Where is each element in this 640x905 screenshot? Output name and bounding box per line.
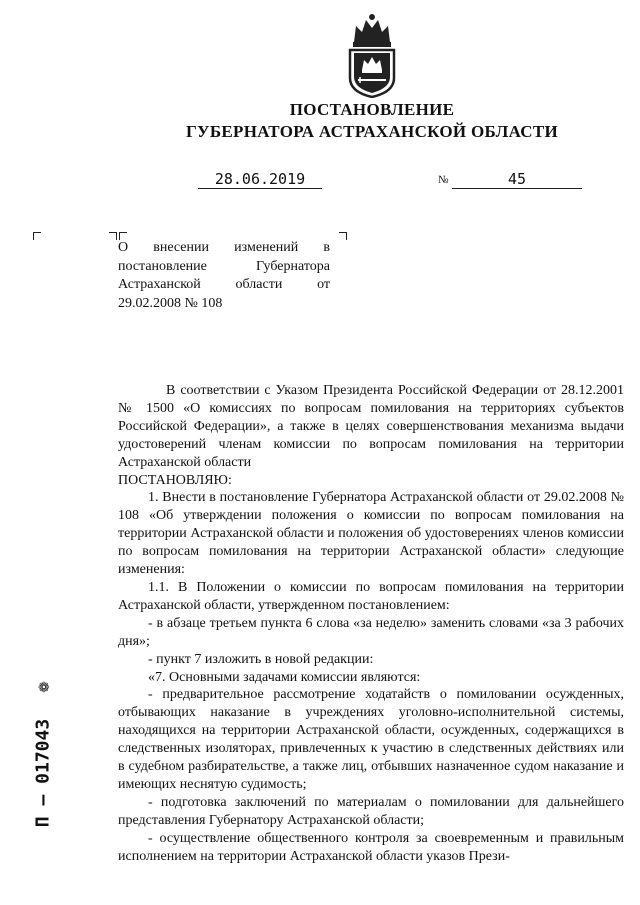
- issuer-title: ГУБЕРНАТОРА АСТРАХАНСКОЙ ОБЛАСТИ: [185, 122, 559, 141]
- preamble-paragraph: В соответствии с Указом Президента Российской Федерации от 28.12.2001 № 1500 «О комиссиях по вопросам помилования на территориях субъектов Российской Федерации», а также в целях совершенствования механизма выдачи удостоверений членам комиссии по вопросам помилования на территории Астраханской области: [118, 383, 624, 470]
- number-label: №: [438, 174, 449, 186]
- corner-mark: [109, 232, 117, 240]
- document-date: 28.06.2019: [198, 170, 322, 189]
- serial-number: П – 017043: [32, 718, 54, 827]
- serial-number-stamp: [28, 690, 58, 855]
- body-paragraph: 1. Внести в постановление Губернатора Астраханской области от 29.02.2008 № 108 «Об утверждении положения о комиссии по вопросам помилования на территории Астраханской области и положения об удостоверениях членов комиссии по вопросам помилования на территории Астраханской области» следующие изменения:: [118, 490, 624, 578]
- corner-mark: [339, 232, 347, 240]
- stamp-mark-icon: ❁: [38, 681, 50, 696]
- document-number: 45: [452, 170, 582, 189]
- body-paragraph: 1.1. В Положении о комиссии по вопросам помилования на территории Астраханской области, утвержденном постановлением:: [118, 579, 624, 613]
- body-paragraph: - осуществление общественного контроля за своевременным и правильным исполнением на территории Астраханской области указов Прези-: [118, 830, 624, 864]
- coat-of-arms-emblem: [344, 12, 400, 98]
- document-subject: О внесении изменений в постановление Губернатора Астраханской области от 29.02.2008 № 108: [118, 240, 330, 311]
- body-paragraph: - пункт 7 изложить в новой редакции:: [148, 651, 374, 667]
- body-paragraph: - предварительное рассмотрение ходатайств о помиловании осужденных, отбывающих наказание в учреждениях уголовно-исполнительной системы, находящихся на территории Астраханской области, осужденных, содержащихся в следственных изоляторах, привлеченных к участию в следственных действиях или в судебном разбирательстве, а также лиц, отбывших назначенное судом наказание и имеющих неснятую судимость;: [118, 687, 624, 792]
- decree-word: ПОСТАНОВЛЯЮ:: [118, 472, 232, 488]
- body-paragraph: - подготовка заключений по материалам о помиловании для дальнейшего представления Губернатору Астраханской области;: [118, 794, 624, 828]
- document-type-title: ПОСТАНОВЛЕНИЕ: [289, 100, 455, 119]
- corner-mark: [33, 232, 41, 240]
- document-body: [118, 382, 624, 865]
- body-paragraph: - в абзаце третьем пункта 6 слова «за неделю» заменить словами «за 3 рабочих дня»;: [118, 615, 624, 649]
- body-paragraph: «7. Основными задачами комиссии являются:: [148, 669, 421, 685]
